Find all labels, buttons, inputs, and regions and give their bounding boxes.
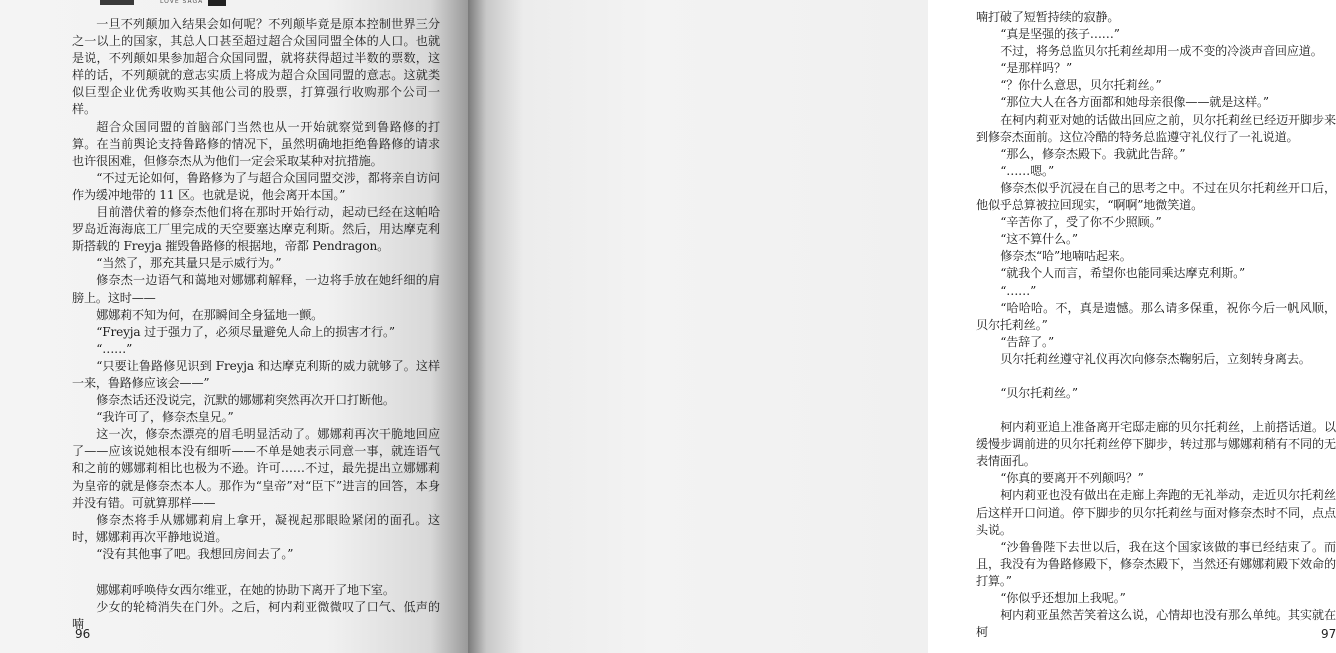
paragraph: “……” <box>96 341 133 356</box>
paragraph: 修奈杰“哈”地喃咕起来。 <box>1000 249 1132 264</box>
page-number: 96 <box>75 627 91 641</box>
paragraph: 修奈杰似乎沉浸在自己的思考之中。不过在贝尔托莉丝开口后，他似乎总算被拉回现实，“啊啊”地微笑道。 <box>976 180 1336 213</box>
paragraph: 修奈杰将手从娜娜莉肩上拿开，凝视起那眼睑紧闭的面孔。这时，娜娜莉再次平静地说道。 <box>72 512 440 544</box>
paragraph: “你似乎还想加上我呢。” <box>1000 591 1126 605</box>
paragraph: 修奈杰话还没说完，沉默的娜娜莉突然再次开口打断他。 <box>96 393 395 408</box>
running-header <box>100 0 250 7</box>
paragraph: 贝尔托莉丝遵守礼仪再次向修奈杰鞠躬后，立刻转身离去。 <box>1000 351 1311 366</box>
paragraph: “真是坚强的孩子……” <box>1000 27 1120 42</box>
paragraph: “告辞了。” <box>1000 334 1054 349</box>
paragraph: “当然了，那充其量只是示威行为。” <box>96 256 282 271</box>
header-tag: LOVE SAGA <box>160 0 204 5</box>
paragraph: “是那样吗？” <box>1000 61 1072 76</box>
paragraph: 少女的轮椅消失在门外。之后，柯内莉亚微微叹了口气、低声的喃 <box>72 600 440 632</box>
paragraph: 柯内莉亚追上准备离开宅邸走廊的贝尔托莉丝，上前搭话道。以缓慢步调前进的贝尔托莉丝停下脚步，转过那与娜娜莉稍有不同的无表情面孔。 <box>976 420 1336 469</box>
page-number: 97 <box>1321 627 1336 641</box>
section-gap <box>976 368 1336 385</box>
left-page-body <box>72 16 440 633</box>
paragraph: “那么，修奈杰殿下。我就此告辞。” <box>1000 146 1186 161</box>
header-bar <box>100 0 134 5</box>
left-page <box>0 0 468 653</box>
paragraph: “哈哈哈。不，真是遗憾。那么请多保重，祝你今后一帆风顺，贝尔托莉丝。” <box>976 300 1336 332</box>
paragraph: “沙鲁鲁陛下去世以后，我在这个国家该做的事已经结束了。而且，我没有为鲁路修殿下，修奈杰殿下，当然还有娜娜莉殿下效命的打算。” <box>976 539 1336 588</box>
paragraph: 目前潜伏着的修奈杰他们将在那时开始行动，起动已经在这帕哈罗岛近海海底工厂里完成的天空要塞达摩克利斯。然后，用达摩克利斯搭载的 Freyja 摧毁鲁路修的根据地，帝都 Pendragon。 <box>72 205 440 254</box>
right-page-body <box>976 9 1336 641</box>
paragraph: 不过，将务总监贝尔托莉丝却用一成不变的冷淡声音回应道。 <box>1000 44 1323 59</box>
right-page <box>468 0 1336 653</box>
paragraph: 柯内莉亚虽然苦笑着这么说，心情却也没有那么单纯。其实就在柯 <box>976 608 1336 640</box>
paragraph: 柯内莉亚也没有做出在走廊上奔跑的无礼举动，走近贝尔托莉丝后这样开口问道。停下脚步的贝尔托莉丝与面对修奈杰时不同，点点头说。 <box>976 488 1336 537</box>
paragraph: 喃打破了短暂持续的寂静。 <box>976 10 1120 24</box>
section-gap <box>976 402 1336 419</box>
paragraph: 娜娜莉呼唤侍女西尔维亚，在她的协助下离开了地下室。 <box>96 583 395 597</box>
paragraph: “那位大人在各方面都和她母亲很像——就是这样。” <box>1000 95 1269 110</box>
paragraph: 这一次，修奈杰漂亮的眉毛明显活动了。娜娜莉再次干脆地回应了——应该说她根本没有细听——不单是她表示同意一事，就连语气和之前的娜娜莉相比也极为不逊。许可……不过，最先提出立娜娜莉为皇帝的就是修奈杰本人。那作为“皇帝”对“臣下”进言的回答，本身并没有错。可就算那样—— <box>72 427 440 510</box>
paragraph: “没有其他事了吧。我想回房间去了。” <box>96 546 294 561</box>
paragraph: “……嗯。” <box>1000 163 1054 178</box>
header-mark <box>208 0 226 6</box>
paragraph: 在柯内莉亚对她的话做出回应之前，贝尔托莉丝已经迈开脚步来到修奈杰面前。这位冷酷的特务总监遵守礼仪行了一礼说道。 <box>976 112 1336 144</box>
paragraph: “？你什么意思，贝尔托莉丝。” <box>1000 78 1162 93</box>
paragraph: “我许可了，修奈杰皇兄。” <box>96 410 234 425</box>
paragraph: “Freyja 过于强力了，必须尽量避免人命上的损害才行。” <box>96 324 395 339</box>
paragraph: “辛苦你了，受了你不少照顾。” <box>1000 215 1162 230</box>
paragraph: “贝尔托莉丝。” <box>1000 385 1078 400</box>
paragraph: 娜娜莉不知为何，在那瞬间全身猛地一颤。 <box>96 307 324 322</box>
paragraph: “……” <box>1000 283 1037 298</box>
section-gap <box>72 563 440 582</box>
paragraph: “就我个人而言，希望你也能同乘达摩克利斯。” <box>1000 266 1246 281</box>
paragraph: “这不算什么。” <box>1000 232 1078 247</box>
paragraph: “不过无论如何，鲁路修为了与超合众国同盟交涉，都将亲自访问作为缓冲地带的 11 区。也就是说，他会离开本国。” <box>72 170 440 202</box>
paragraph: 超合众国同盟的首脑部门当然也从一开始就察觉到鲁路修的打算。在当前舆论支持鲁路修的情况下，虽然明确地拒绝鲁路修的请求也许很困难，但修奈杰从为他们一定会采取某种对抗措施。 <box>72 119 440 168</box>
paragraph: “只要让鲁路修见识到 Freyja 和达摩克利斯的威力就够了。这样一来，鲁路修应该会——” <box>72 358 440 390</box>
paragraph: “你真的要离开不列颠吗？” <box>1000 471 1144 486</box>
paragraph: 修奈杰一边语气和蔼地对娜娜莉解释，一边将手放在她纤细的肩膀上。这时—— <box>72 273 440 305</box>
paragraph: 一旦不列颠加入结果会如何呢？不列颠毕竟是原本控制世界三分之一以上的国家，其总人口甚至超过超合众国同盟全体的人口。也就是说，不列颠如果参加超合众国同盟，就将获得超过半数的票数，这样的话，不列颠就的意志实质上将成为超合众国同盟的意志。这就类似巨型企业优秀收购买其他公司的股票，打算强行收购那个公司一样。 <box>72 17 440 117</box>
